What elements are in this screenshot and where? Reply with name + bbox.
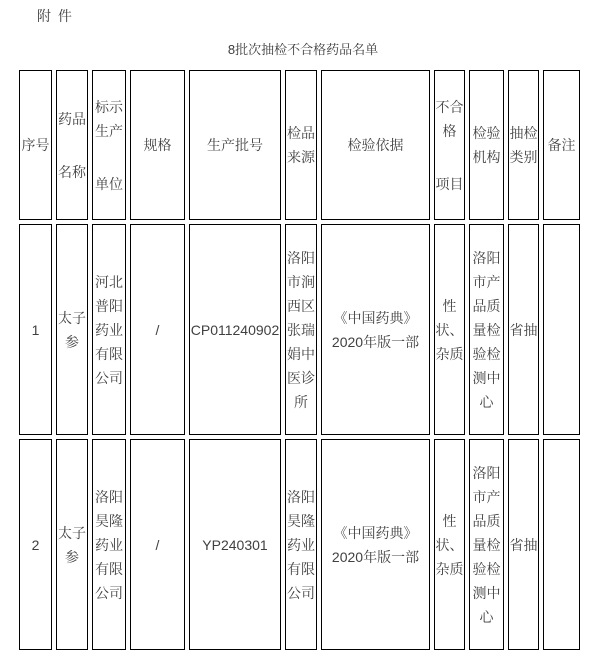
cell-drug-name: 太子参 [56,224,88,435]
header-cell-specification: 规格 [130,70,185,220]
header-cell-failed-items: 不合格 项目 [434,70,465,220]
header-cell-remarks: 备注 [543,70,580,220]
page-title: 8批次抽检不合格药品名单 [227,42,379,57]
header-cell-sample-source: 检品来源 [285,70,317,220]
table-header-row [19,70,580,220]
cell-drug-name: 太子参 [56,439,88,650]
cell-batch-number: YP240301 [189,439,281,650]
cell-inspection-agency: 洛阳市产品质量检验检测中心 [469,439,504,650]
cell-remarks [543,439,580,650]
header-cell-sampling-category: 抽检类别 [508,70,539,220]
cell-sample-source: 洛阳市涧西区张瑞娟中医诊所 [285,224,317,435]
cell-failed-items: 性状、杂质 [434,224,465,435]
cell-inspection-agency: 洛阳市产品质量检验检测中心 [469,224,504,435]
cell-serial-number: 1 [19,224,52,435]
cell-serial-number: 2 [19,439,52,650]
header-cell-inspection-basis: 检验依据 [321,70,430,220]
cell-specification: / [130,439,185,650]
document-page [0,8,606,654]
table-row [19,224,580,435]
cell-sampling-category: 省抽 [508,439,539,650]
header-cell-serial-number: 序号 [19,70,52,220]
cell-inspection-basis: 《中国药典》2020年版一部 [321,439,430,650]
table-row [19,439,580,650]
cell-remarks [543,224,580,435]
header-cell-inspection-agency: 检验机构 [469,70,504,220]
attachment-label: 附 件 [37,8,74,24]
cell-manufacturer: 河北普阳药业有限公司 [92,224,126,435]
header-cell-manufacturer: 标示生产 单位 [92,70,126,220]
header-cell-drug-name: 药品 名称 [56,70,88,220]
cell-specification: / [130,224,185,435]
cell-batch-number: CP011240902 [189,224,281,435]
cell-sampling-category: 省抽 [508,224,539,435]
drug-table [15,66,584,654]
cell-sample-source: 洛阳昊隆药业有限公司 [285,439,317,650]
header-cell-batch-number: 生产批号 [189,70,281,220]
cell-failed-items: 性状、杂质 [434,439,465,650]
cell-manufacturer: 洛阳昊隆药业有限公司 [92,439,126,650]
cell-inspection-basis: 《中国药典》2020年版一部 [321,224,430,435]
